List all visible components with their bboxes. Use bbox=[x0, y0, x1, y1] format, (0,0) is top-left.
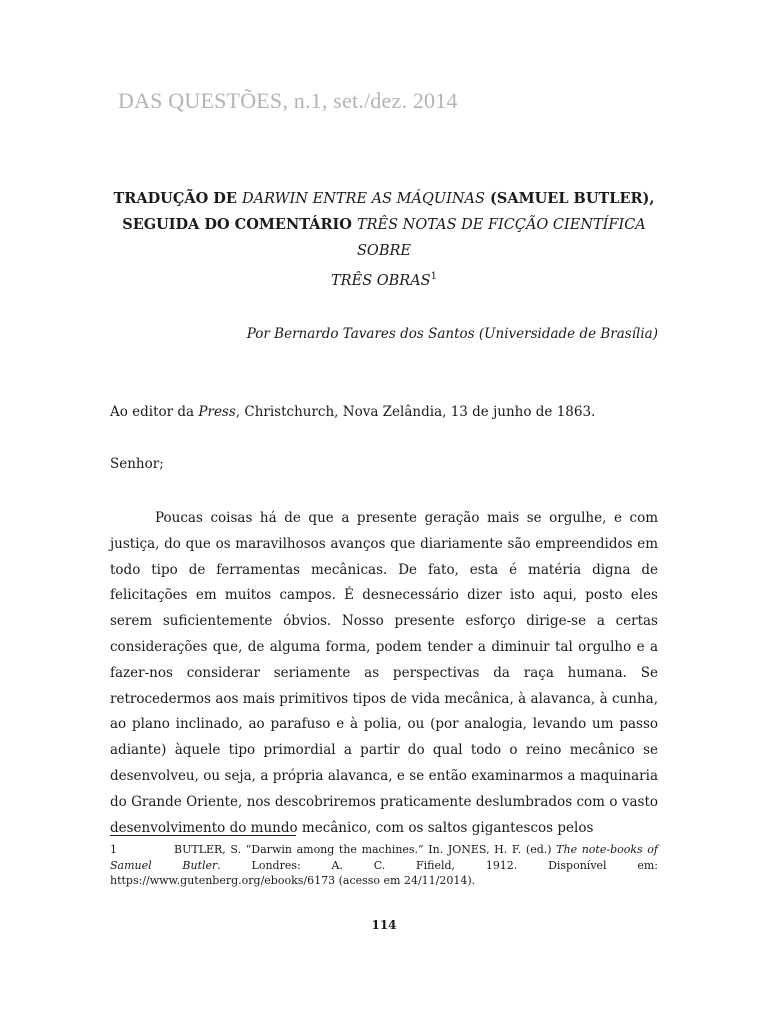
body-paragraph: Poucas coisas há de que a presente geração mais se orgulhe, e com justiça, do que os maravilhosos avanços que diariamente são empreendidos em todo tipo de ferramentas mecânicas. De fato, esta é matéria digna de felicitações em muitos campos. É desnecessário dizer isto aqui, posto eles serem suficientemente óbvios. Nosso presente esforço dirige-se a certas considerações que, de alguma forma, podem tender a diminuir tal orgulho e a fazer-nos considerar seriamente as perspectivas da raça humana. Se retrocedermos aos mais primitivos tipos de vida mecânica, à alavanca, à cunha, ao plano inclinado, ao parafuso e à polia, ou (por analogia, levando um passo adiante) àquele tipo primordial a partir do qual todo o reino mecânico se desenvolveu, ou seja, a própria alavanca, e se então examinarmos a maquinaria do Grande Oriente, nos descobriremos praticamente deslumbrados com o vasto desenvolvimento do mundo mecânico, com os saltos gigantescos pelos bbox=[110, 510, 658, 836]
footnote-book-title: The note-books of Samuel Butler bbox=[110, 843, 658, 872]
title-work-name: DARWIN ENTRE AS MÁQUINAS bbox=[241, 191, 485, 207]
footnote-number: 1 bbox=[110, 843, 117, 856]
title-commentary-name: TRÊS OBRAS bbox=[331, 272, 431, 289]
dateline bbox=[110, 404, 595, 420]
footnote-text: BUTLER, S. “Darwin among the machines.” In. JONES, H. F. (ed.) bbox=[174, 843, 557, 856]
dateline-text: Ao editor da bbox=[110, 404, 199, 420]
salutation: Senhor; bbox=[110, 456, 164, 472]
footnote-reference[interactable]: 1 bbox=[430, 271, 437, 282]
footnote-text: . Londres: A. C. Fifield, 1912. Disponível em: https://www.gutenberg.org/ebooks/6173 (acesso em 24/11/2014). bbox=[110, 858, 658, 887]
footnote-divider bbox=[110, 835, 296, 836]
title-text: SEGUIDA DO COMENTÁRIO bbox=[122, 216, 357, 233]
title-commentary-name: TRÊS NOTAS DE FICÇÃO CIENTÍFICA SOBRE bbox=[356, 217, 646, 259]
dateline-text: , Christchurch, Nova Zelândia, 13 de junho de 1863. bbox=[235, 404, 596, 420]
running-header: DAS QUESTÕES, n.1, set./dez. 2014 bbox=[118, 88, 458, 113]
title-text: (SAMUEL BUTLER), bbox=[484, 190, 655, 207]
dateline-newspaper: Press bbox=[198, 404, 236, 420]
article-title bbox=[108, 186, 660, 294]
page-number: 114 bbox=[371, 918, 397, 932]
title-text: TRADUÇÃO DE bbox=[113, 190, 242, 207]
author-line: Por Bernardo Tavares dos Santos (Universidade de Brasília) bbox=[246, 326, 658, 342]
footnote bbox=[110, 842, 658, 889]
